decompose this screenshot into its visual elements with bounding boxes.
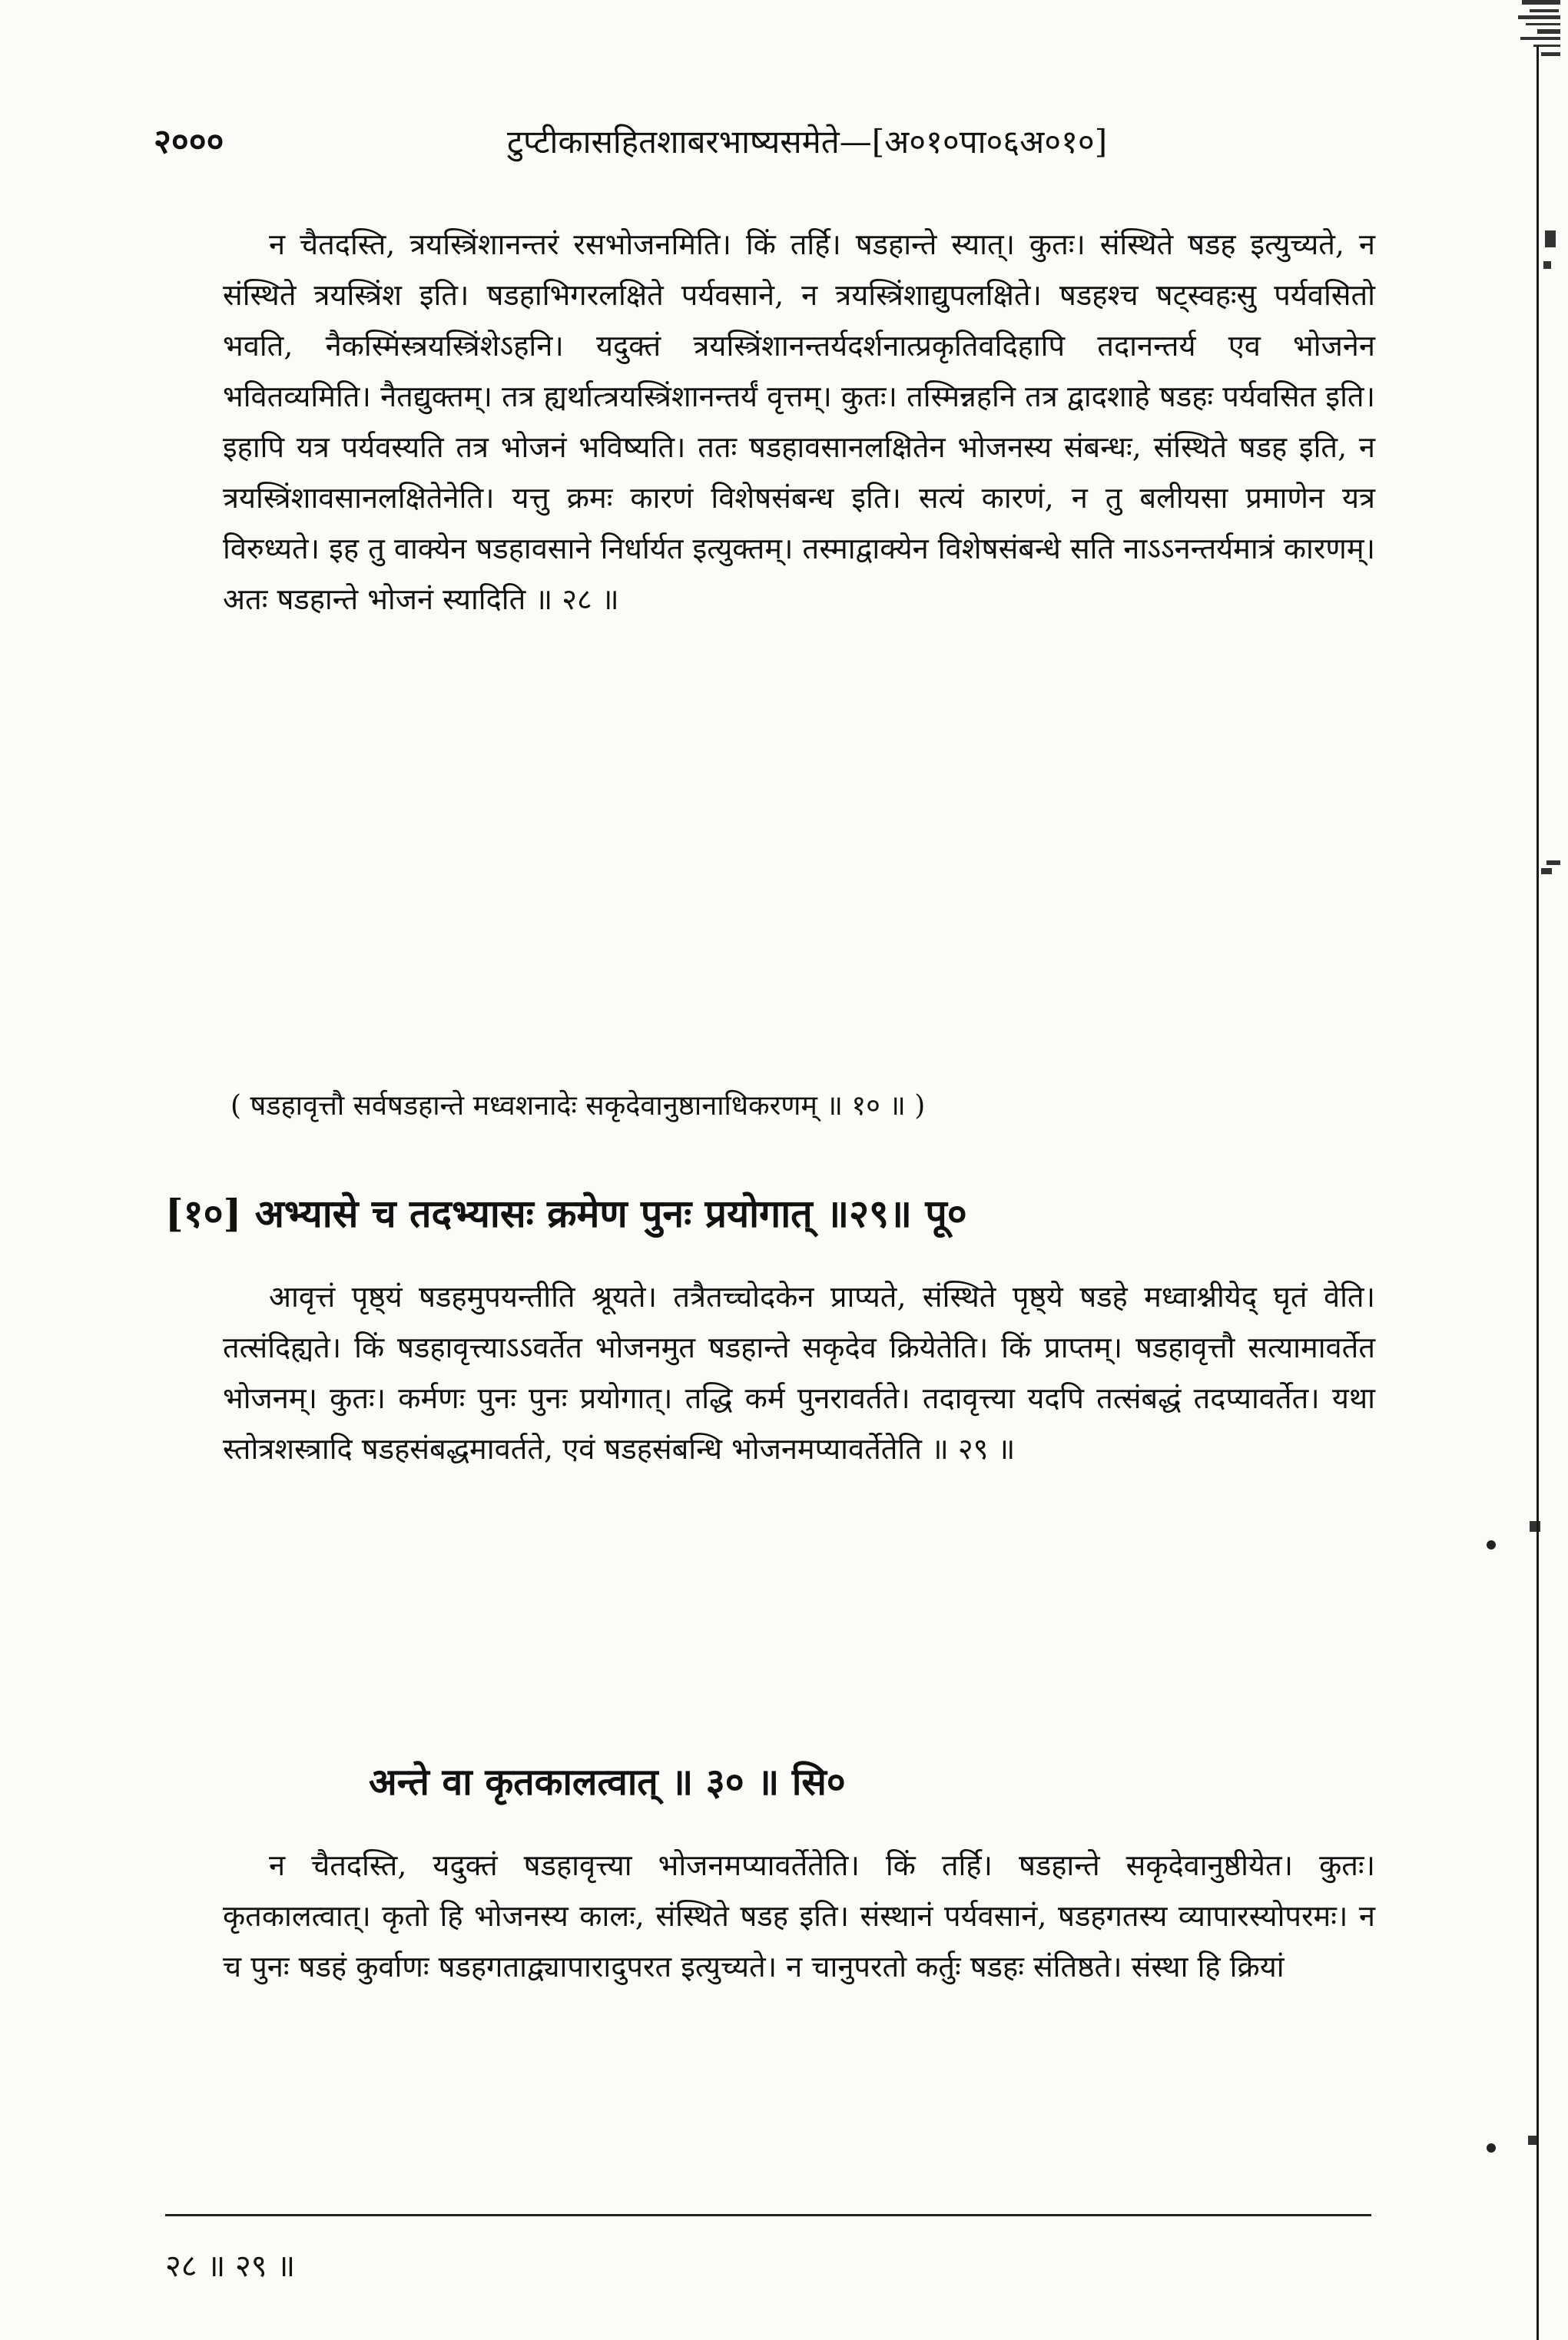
ink-speck [1487,1540,1496,1550]
page-header [154,115,1414,169]
running-title: टुप्टीकासहितशाबरभाष्यसमेते—[अ०१०पा०६अ०१०] [507,123,1108,161]
ink-speck [1487,2143,1496,2153]
page-edge-scan-noise [1499,0,1568,2340]
page-number: २००० [154,122,224,161]
page-edge-line [1537,46,1539,2340]
commentary-paragraph: न चैतदस्ति, त्रयस्त्रिंशानन्तरं रसभोजनमिति। किं तर्हि। षडहान्ते स्यात्। कुतः। संस्थिते षडह इत्युच्यते, न संस्थिते त्रयस्त्रिंश इति। षडहाभिगरलक्षिते पर्यवसाने, न त्रयस्त्रिंशाद्युपलक्षिते। षडहश्च षट्स्वहःसु पर्यवसितो भवति, नैकस्मिंस्त्रयस्त्रिंशेऽहनि। यदुक्तं त्रयस्त्रिंशानन्तर्यदर्शनात्प्रकृतिवदिहापि तदानन्तर्य एव भोजनेन भवितव्यमिति। नैतद्युक्तम्। तत्र ह्यर्थात्त्रयस्त्रिंशानन्तर्यं वृत्तम्। कुतः। तस्मिन्नहनि तत्र द्वादशाहे षडहः पर्यवसित इति। इहापि यत्र पर्यवस्यति तत्र भोजनं भविष्यति। ततः षडहावसानलक्षितेन भोजनस्य संबन्धः, संस्थिते षडह इति, न त्रयस्त्रिंशावसानलक्षितेनेति। यत्तु क्रमः कारणं विशेषसंबन्ध इति। सत्यं कारणं, न तु बलीयसा प्रमाणेन यत्र विरुध्यते। इह तु वाक्येन षडहावसाने निर्धार्यत इत्युक्तम्। तस्माद्वाक्येन विशेषसंबन्धे सति नाऽऽनन्तर्यमात्रं कारणम्। अतः षडहान्ते भोजनं स्यादिति ॥ २८ ॥ [223,227,1375,616]
adhikarana-title: ( षडहावृत्तौ सर्वषडहान्ते मध्वशनादेः सकृदेवानुष्ठानाधिकरणम् ॥ १० ॥ ) [230,1090,926,1122]
sutra-30: अन्ते वा कृतकालत्वात् ॥ ३० ॥ सि० [369,1761,846,1804]
commentary-paragraph: आवृत्तं पृष्ठ्यं षडहमुपयन्तीति श्रूयते। तत्रैतच्चोदकेन प्राप्यते, संस्थिते पृष्ठ्ये षडहे मध्वाश्नीयेद् घृतं वेति। तत्संदिह्यते। किं षडहावृत्त्याऽऽवर्तेत भोजनमुत षडहान्ते सकृदेव क्रियेतेति। किं प्राप्तम्। षडहावृत्तौ सत्यामावर्तेत भोजनम्। कुतः। कर्मणः पुनः पुनः प्रयोगात्। तद्धि कर्म पुनरावर्तते। तदावृत्त्या यदपि तत्संबद्धं तदप्यावर्तेत। यथा स्तोत्रशस्त्रादि षडहसंबद्धमावर्तते, एवं षडहसंबन्धि भोजनमप्यावर्तेतेति ॥ २९ ॥ [223,1280,1375,1466]
footnote-divider [165,2214,1371,2216]
footnote: २८ ॥ २९ ॥ [165,2249,296,2284]
commentary-block-30 [223,1840,1375,1992]
commentary-paragraph: न चैतदस्ति, यदुक्तं षडहावृत्त्या भोजनमप्यावर्तेतेति। किं तर्हि। षडहान्ते सकृदेवानुष्ठीयेत। कुतः। कृतकालत्वात्। कृतो हि भोजनस्य कालः, संस्थिते षडह इति। संस्थानं पर्यवसानं, षडहगतस्य व्यापारस्योपरमः। न च पुनः षडहं कुर्वाणः षडहगताद्व्यापारादुपरत इत्युच्यते। न चानुपरतो कर्तुः षडहः संतिष्ठते। संस्था हि क्रियां [223,1848,1375,1984]
commentary-block-29 [223,1271,1375,1474]
commentary-block-28 [223,219,1375,625]
sutra-29: [१०] अभ्यासे च तदभ्यासः क्रमेण पुनः प्रयोगात् ॥२९॥ पू० [165,1191,967,1236]
